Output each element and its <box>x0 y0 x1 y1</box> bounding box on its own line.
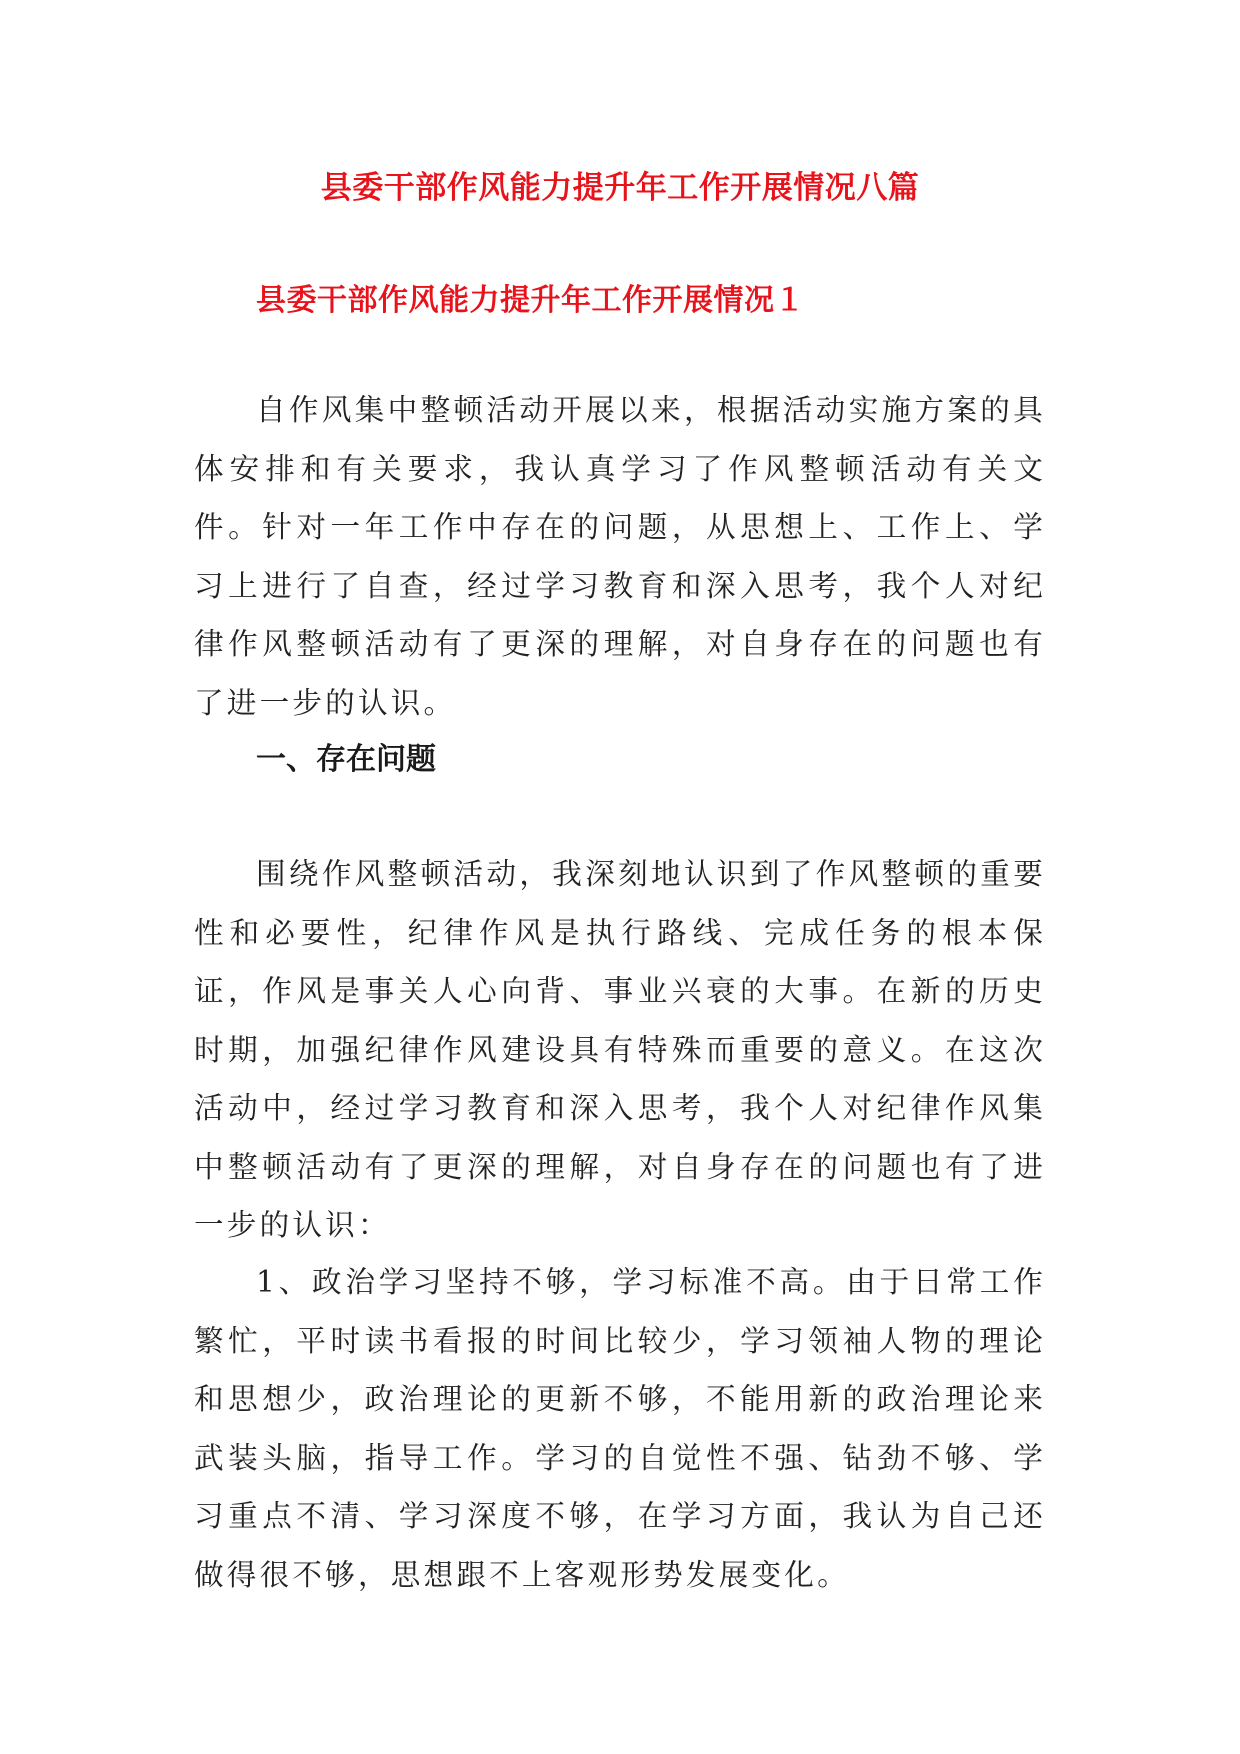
paragraph-intro: 自作风集中整顿活动开展以来，根据活动实施方案的具体安排和有关要求，我认真学习了作风整顿活动有关文件。针对一年工作中存在的问题，从思想上、工作上、学习上进行了自查，经过学习教育和深入思考，我个人对纪律作风整顿活动有了更深的理解，对自身存在的问题也有了进一步的认识。 <box>194 393 1046 720</box>
section-title-1: 县委干部作风能力提升年工作开展情况１ <box>256 283 805 318</box>
document-title: 县委干部作风能力提升年工作开展情况八篇 <box>320 170 920 206</box>
paragraph-problem-1: 1、政治学习坚持不够，学习标准不高。由于日常工作繁忙，平时读书看报的时间比较少，学习领袖人物的理论和思想少，政治理论的更新不够，不能用新的政治理论来武装头脑，指导工作。学习的自觉性不强、钻劲不够、学习重点不清、学习深度不够，在学习方面，我认为自己还做得很不够，思想跟不上客观形势发展变化。 <box>194 1265 1046 1592</box>
paragraph-problems-overview: 围绕作风整顿活动，我深刻地认识到了作风整顿的重要性和必要性，纪律作风是执行路线、完成任务的根本保证，作风是事关人心向背、事业兴衰的大事。在新的历史时期，加强纪律作风建设具有特殊而重要的意义。在这次活动中，经过学习教育和深入思考，我个人对纪律作风集中整顿活动有了更深的理解，对自身存在的问题也有了进一步的认识： <box>194 857 1046 1242</box>
section-heading-problems: 一、存在问题 <box>256 742 436 777</box>
